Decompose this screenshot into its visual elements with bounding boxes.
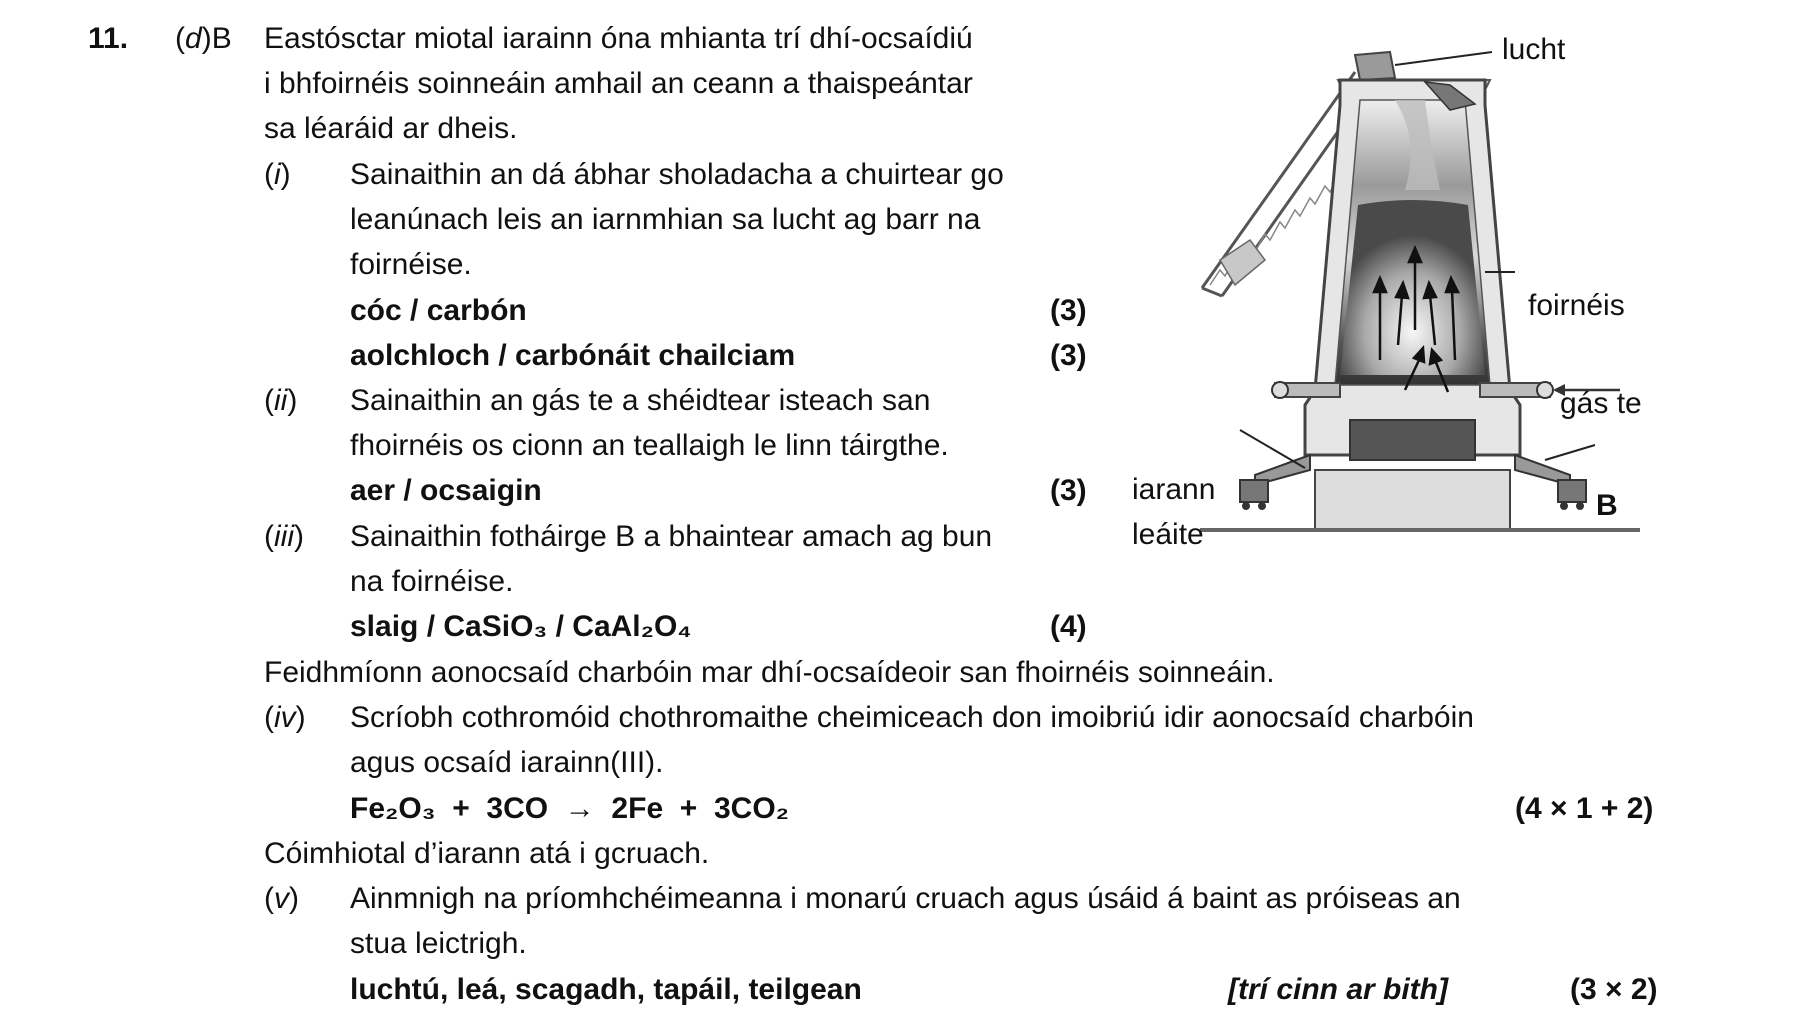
leader-b: [1545, 445, 1595, 460]
item-ii-numeral: ii: [274, 384, 288, 417]
item-v-text-1: Ainmnigh na príomhchéimeanna i monarú cruach agus úsáid á baint as próiseas an: [350, 882, 1461, 915]
intro-line-3: sa léaráid ar dheis.: [264, 112, 518, 145]
part-letter: d: [185, 22, 202, 55]
item-ii-text-2: fhoirnéis os cionn an teallaigh le linn táirgthe.: [350, 429, 949, 462]
item-i-marks-2: (3): [1050, 339, 1087, 372]
item-iv-equation: Fe₂O₃ + 3CO → 2Fe + 3CO₂: [350, 792, 789, 825]
item-v-text-2: stua leictrigh.: [350, 927, 527, 960]
item-v-numeral: v: [274, 882, 289, 915]
label-molten-iron-2: leáite: [1132, 518, 1204, 551]
item-iv-label: (iv): [264, 701, 306, 734]
part-label: (d)B: [175, 22, 232, 55]
part-suffix: B: [211, 22, 232, 55]
intro-line-1: Eastósctar miotal iarainn óna mhianta trí dhí-ocsaídiú: [264, 22, 973, 55]
item-ii-label: (ii): [264, 384, 298, 417]
item-i-text-2: leanúnach leis an iarnmhian sa lucht ag barr na: [350, 203, 981, 236]
item-v-label: (v): [264, 882, 299, 915]
item-i-numeral: i: [274, 158, 281, 191]
item-v-note: [trí cinn ar bith]: [1228, 973, 1448, 1006]
item-iv-text-2: agus ocsaíd iarainn(III).: [350, 746, 664, 779]
item-i-answer-2: aolchloch / carbónáit chailciam: [350, 339, 796, 372]
item-i-text-3: foirnéise.: [350, 248, 472, 281]
label-furnace: foirnéis: [1528, 289, 1625, 322]
leader-molten-iron: [1240, 430, 1305, 468]
label-charge: lucht: [1502, 33, 1566, 66]
item-ii-marks-1: (3): [1050, 474, 1087, 507]
item-i-text-1: Sainaithin an dá ábhar sholadacha a chuirtear go: [350, 158, 1004, 191]
label-molten-iron-1: iarann: [1132, 473, 1216, 506]
item-iii-answer-1: slaig / CaSiO₃ / CaAl₂O₄: [350, 610, 692, 643]
bridge-text-2: Cóimhiotal d’iarann atá i gcruach.: [264, 837, 710, 870]
item-v-answer: luchtú, leá, scagadh, tapáil, teilgean: [350, 973, 862, 1006]
item-i-label: (i): [264, 158, 291, 191]
item-i-answer-1: cóc / carbón: [350, 294, 527, 327]
item-iii-marks-1: (4): [1050, 610, 1087, 643]
item-iii-text-1: Sainaithin fotháirge B a bhaintear amach ag bun: [350, 520, 993, 553]
blast-furnace-diagram: [1180, 30, 1680, 630]
item-ii-text-1: Sainaithin an gás te a shéidtear isteach san: [350, 384, 931, 417]
item-v-marks: (3 × 2): [1570, 973, 1658, 1006]
intro-line-2: i bhfoirnéis soinneáin amhail an ceann a thaispeántar: [264, 67, 973, 100]
label-b: B: [1596, 489, 1618, 522]
item-ii-answer-1: aer / ocsaigin: [350, 474, 542, 507]
furnace-shell: [1305, 80, 1520, 455]
item-iii-label: (iii): [264, 520, 304, 553]
item-iii-text-2: na foirnéise.: [350, 565, 514, 598]
bridge-text-1: Feidhmíonn aonocsaíd charbóin mar dhí-ocsaídeoir san fhoirnéis soinneáin.: [264, 656, 1275, 689]
item-iv-numeral: iv: [274, 701, 296, 734]
leader-charge: [1395, 52, 1492, 65]
label-hot-gas: gás te: [1560, 387, 1642, 420]
question-number: 11.: [88, 22, 129, 55]
item-iv-marks: (4 × 1 + 2): [1515, 792, 1654, 825]
item-i-marks-1: (3): [1050, 294, 1087, 327]
item-iv-text-1: Scríobh cothromóid chothromaithe cheimiceach don imoibriú idir aonocsaíd charbóin: [350, 701, 1474, 734]
item-iii-numeral: iii: [274, 520, 294, 553]
hearth: [1200, 420, 1640, 530]
